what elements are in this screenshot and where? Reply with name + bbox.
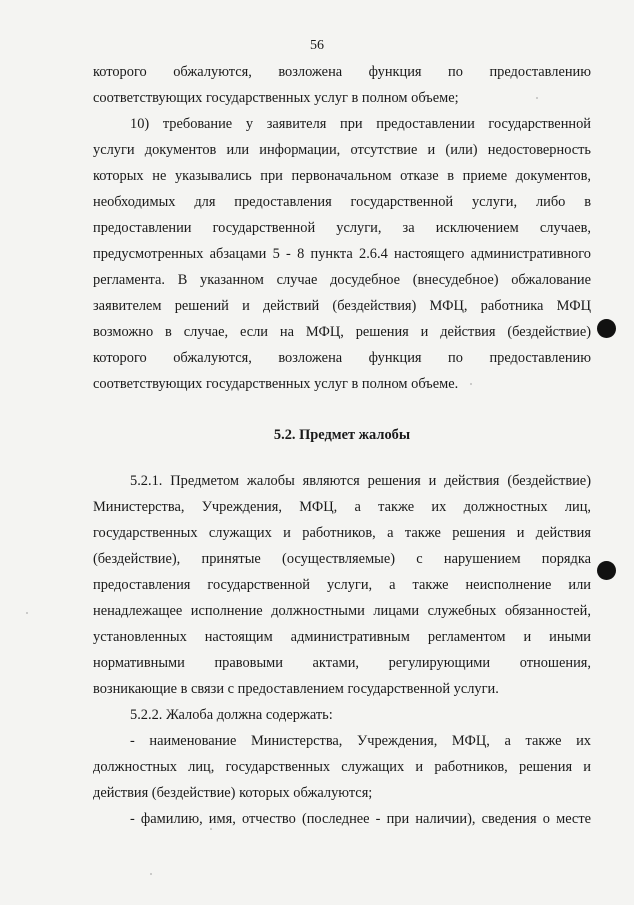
text-line: предоставлении государственной услуги, за исключением случаев, — [93, 220, 591, 236]
text-line: услуги документов или информации, отсутствие и (или) недостоверность — [93, 142, 591, 158]
text-line: государственных служащих и работников, а также решения и действия — [93, 525, 591, 541]
text-line: которых не указывались при первоначальном отказе в приеме документов, — [93, 168, 591, 184]
text-line: действия (бездействие) которых обжалуются; — [93, 785, 373, 801]
page-number: 56 — [310, 38, 324, 53]
text-line: нормативными правовыми актами, регулирующими отношения, — [93, 655, 591, 671]
section-heading: 5.2. Предмет жалобы — [273, 427, 411, 443]
scan-speck — [26, 612, 28, 614]
text-line: - наименование Министерства, Учреждения, МФЦ, а также их — [130, 733, 591, 749]
punch-hole-bottom — [597, 561, 616, 580]
text-line: Министерства, Учреждения, МФЦ, а также их должностных лиц, — [93, 499, 591, 515]
scan-speck — [470, 383, 472, 385]
text-line: должностных лиц, государственных служащих и работников, решения и — [93, 759, 591, 775]
document-body — [93, 0, 591, 905]
text-line: - фамилию, имя, отчество (последнее - при наличии), сведения о месте — [130, 811, 591, 827]
text-line: которого обжалуются, возложена функция по предоставлению — [93, 64, 591, 80]
scan-speck — [150, 873, 152, 875]
text-line: установленных настоящим административным регламентом и иными — [93, 629, 591, 645]
text-line: предоставления государственной услуги, а также неисполнение или — [93, 577, 591, 593]
text-line: соответствующих государственных услуг в полном объеме; — [93, 90, 459, 106]
text-line: возможно в случае, если на МФЦ, решения и действия (бездействие) — [93, 324, 591, 340]
text-line: заявителем решений и действий (бездействия) МФЦ, работника МФЦ — [93, 298, 591, 314]
text-line: 5.2.1. Предметом жалобы являются решения и действия (бездействие) — [130, 473, 591, 489]
text-line: ненадлежащее исполнение должностными лицами служебных обязанностей, — [93, 603, 591, 619]
text-line: возникающие в связи с предоставлением государственной услуги. — [93, 681, 499, 697]
scan-speck — [536, 97, 538, 99]
punch-hole-top — [597, 319, 616, 338]
text-line: необходимых для предоставления государственной услуги, либо в — [93, 194, 591, 210]
text-line: регламента. В указанном случае досудебное (внесудебное) обжалование — [93, 272, 591, 288]
text-line: (бездействие), принятые (осуществляемые) с нарушением порядка — [93, 551, 591, 567]
text-line: 5.2.2. Жалоба должна содержать: — [130, 707, 333, 723]
text-line: предусмотренных абзацами 5 - 8 пункта 2.6.4 настоящего административного — [93, 246, 591, 262]
text-line: 10) требование у заявителя при предоставлении государственной — [130, 116, 591, 132]
text-line: соответствующих государственных услуг в полном объеме. — [93, 376, 459, 392]
scan-speck — [210, 828, 212, 830]
text-line: которого обжалуются, возложена функция по предоставлению — [93, 350, 591, 366]
